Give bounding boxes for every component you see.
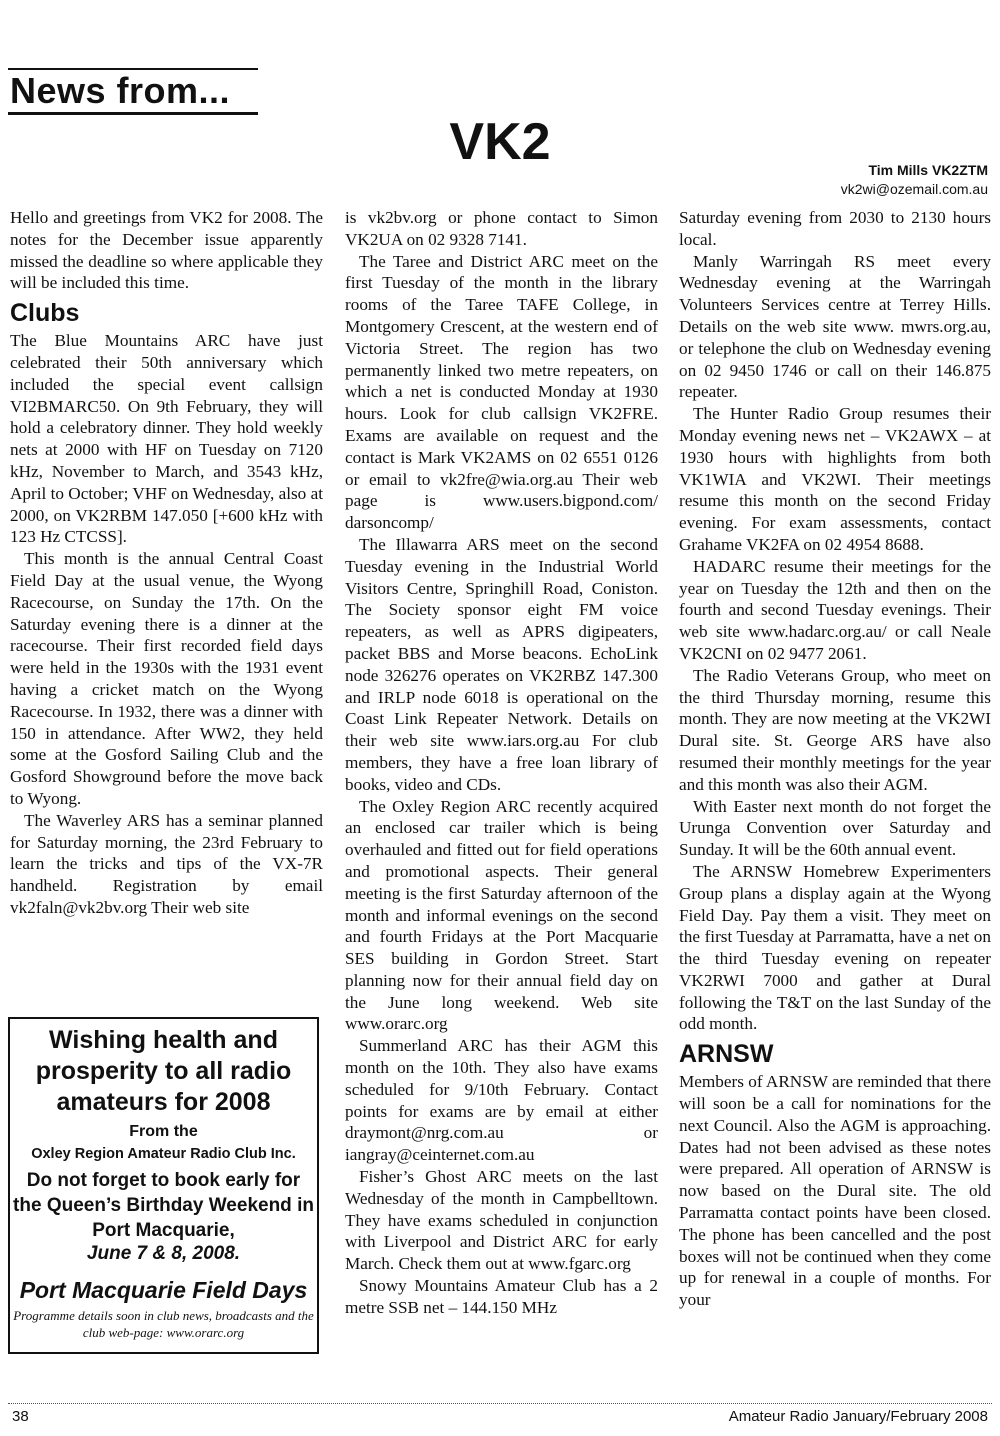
- article-paragraph: is vk2bv.org or phone contact to Simon VK2UA on 02 9328 7141.: [345, 208, 658, 249]
- footer-rule: [8, 1403, 992, 1405]
- article-paragraph: The Radio Veterans Group, who meet on the third Thursday morning, resume this month. They are now meeting at the VK2WI Dural site. St. George ARS have also resumed their monthly meetings for the year and this month was also their AGM.: [679, 665, 991, 794]
- author-email: vk2wi@ozemail.com.au: [840, 181, 988, 197]
- section-title: News from...: [10, 70, 231, 111]
- magazine-footer: Amateur Radio January/February 2008: [728, 1408, 988, 1425]
- section-heading: Clubs: [10, 299, 80, 328]
- article-paragraph: Members of ARNSW are reminded that there will soon be a call for nominations for the next Council. Also the AGM is approaching. Dates had not been advised as these notes were prepared. All operation of ARNSW is now based on the Dural site. The old Parramatta contact points have been closed. The phone has been cancelled and the post boxes will not be continued when they come up for renewal in a couple of months. For your: [679, 1072, 991, 1310]
- article-column-2: [345, 207, 658, 1319]
- section-heading: ARNSW: [679, 1040, 774, 1069]
- article-paragraph: This month is the annual Central Coast Field Day at the usual venue, the Wyong Racecourse, on Sunday the 17th. On the Saturday evening there is a dinner at the racecourse. Their first recorded field days were held in the 1930s with the 1931 event having a cricket match on the Wyong Racecourse. In 1932, there was a dinner with 150 in attendance. After WW2, they held some at the Gosford Sailing Club and the Gosford Showground before the move back to Wyong.: [10, 549, 323, 808]
- advert-from: From the: [129, 1123, 198, 1140]
- club-advert-box: [8, 1017, 319, 1354]
- advert-dates: June 7 & 8, 2008.: [86, 1243, 241, 1264]
- advert-heading: Wishing health and prosperity to all radio amateurs for 2008: [35, 1026, 292, 1116]
- article-paragraph: Fisher’s Ghost ARC meets on the last Wednesday of the month in Campbelltown. They have exams scheduled in conjunction with Liverpool and District ARC for early March. Check them out at www.fgarc.org: [345, 1167, 658, 1274]
- page-number: 38: [12, 1408, 29, 1425]
- article-paragraph: Manly Warringah RS meet every Wednesday evening at the Warringah Volunteers Services centre at Terrey Hills. Details on the web site www. mwrs.org.au, or telephone the club on Wednesday evening on 02 9450 1746 or call on their 146.875 repeater.: [679, 251, 991, 402]
- article-paragraph: With Easter next month do not forget the Urunga Convention over Saturday and Sunday. It will be the 60th annual event.: [679, 796, 991, 860]
- article-paragraph: Snowy Mountains Amateur Club has a 2 metre SSB net – 144.150 MHz: [345, 1276, 658, 1317]
- article-paragraph: The Oxley Region ARC recently acquired an enclosed car trailer which is being overhauled and fitted out for field operations and promotional aspects. Their general meeting is the first Saturday afternoon of the month and informal evenings on the second and fourth Fridays at the Port Macquarie SES building in Gordon Street. Start planning now for their annual field day on the June long weekend. Web site www.orarc.org: [345, 796, 658, 1034]
- advert-field-days-title: Port Macquarie Field Days: [19, 1277, 308, 1303]
- article-column-3: [679, 207, 991, 1311]
- article-paragraph: Hello and greetings from VK2 for 2008. The notes for the December issue apparently missed the deadline so where applicable they will be included this time.: [10, 208, 323, 293]
- author-byline: Tim Mills VK2ZTM: [868, 162, 988, 178]
- article-column-1: [10, 207, 323, 919]
- article-paragraph: The Blue Mountains ARC have just celebrated their 50th anniversary which included the special event callsign VI2BMARC50. On 9th February, they will hold a celebratory dinner. They hold weekly nets at 2000 with HF on Tuesday on 7120 kHz, November to March, and 3543 kHz, April to October; VHF on Wednesday, also at 2000, on VK2RBM 147.050 [+600 kHz with 123 Hz CTCSS].: [10, 331, 323, 547]
- advert-reminder: Do not forget to book early for the Queen’s Birthday Weekend in Port Macquarie,: [13, 1170, 314, 1241]
- article-paragraph: The Illawarra ARS meet on the second Tuesday evening in the Industrial World Visitors Centre, Springhill Road, Coniston. The Society sponsor eight FM voice repeaters, as well as APRS digipeaters, packet BBS and Morse beacons. EchoLink node 326276 operates on VK2RBZ 147.300 and IRLP node 6018 is operational on the Coast Link Repeater Network. Details on their web site www.iars.org.au For club members, they have a free loan library of books, video and CDs.: [345, 534, 658, 794]
- article-paragraph: Saturday evening from 2030 to 2130 hours local.: [679, 208, 991, 249]
- article-paragraph: The Waverley ARS has a seminar planned for Saturday morning, the 23rd February to learn the tricks and tips of the VX-7R handheld. Registration by email vk2faln@vk2bv.org Their web site: [10, 810, 323, 917]
- article-paragraph: The Hunter Radio Group resumes their Monday evening news net – VK2AWX – at 1930 hours with highlights from both VK1WIA and VK2WI. Their meetings resume this month on the second Friday evening. For exam assessments, contact Grahame VK2FA on 02 4954 8688.: [679, 404, 991, 554]
- advert-club-name: Oxley Region Amateur Radio Club Inc.: [31, 1146, 296, 1162]
- advert-programme-note: Programme details soon in club news, broadcasts and the club web-page: www.orarc.org: [13, 1308, 314, 1340]
- article-paragraph: The Taree and District ARC meet on the first Tuesday of the month in the library rooms of the Taree TAFE College, in Montgomery Crescent, at the western end of Victoria Street. The region has two permanently linked two metre repeaters, on which a net is conducted Monday at 1930 hours. Look for club callsign VK2FRE. Exams are available on request and the contact is Mark VK2AMS on 02 6551 0126 or email to vk2fre@wia.org.au Their web page is www.users.bigpond.com/ darsoncomp/: [345, 251, 658, 533]
- article-paragraph: Summerland ARC has their AGM this month on the 10th. They also have exams scheduled for 9/10th February. Contact points for exams are by email at either draymont@nrg.com.au or iangray@ceinternet.com.au: [345, 1036, 658, 1165]
- region-title: VK2: [449, 113, 551, 171]
- article-paragraph: HADARC resume their meetings for the year on Tuesday the 12th and then on the fourth and second Tuesday evenings. Their web site www.hadarc.org.au/ or call Neale VK2CNI on 02 9477 2061.: [679, 556, 991, 663]
- article-paragraph: The ARNSW Homebrew Experimenters Group plans a display again at the Wyong Field Day. Pay them a visit. They meet on the first Tuesday at Parramatta, have a net on the third Tuesday evening on repeater VK2RWI 7000 and gather at Dural following the T&T on the last Sunday of the odd month.: [679, 861, 991, 1034]
